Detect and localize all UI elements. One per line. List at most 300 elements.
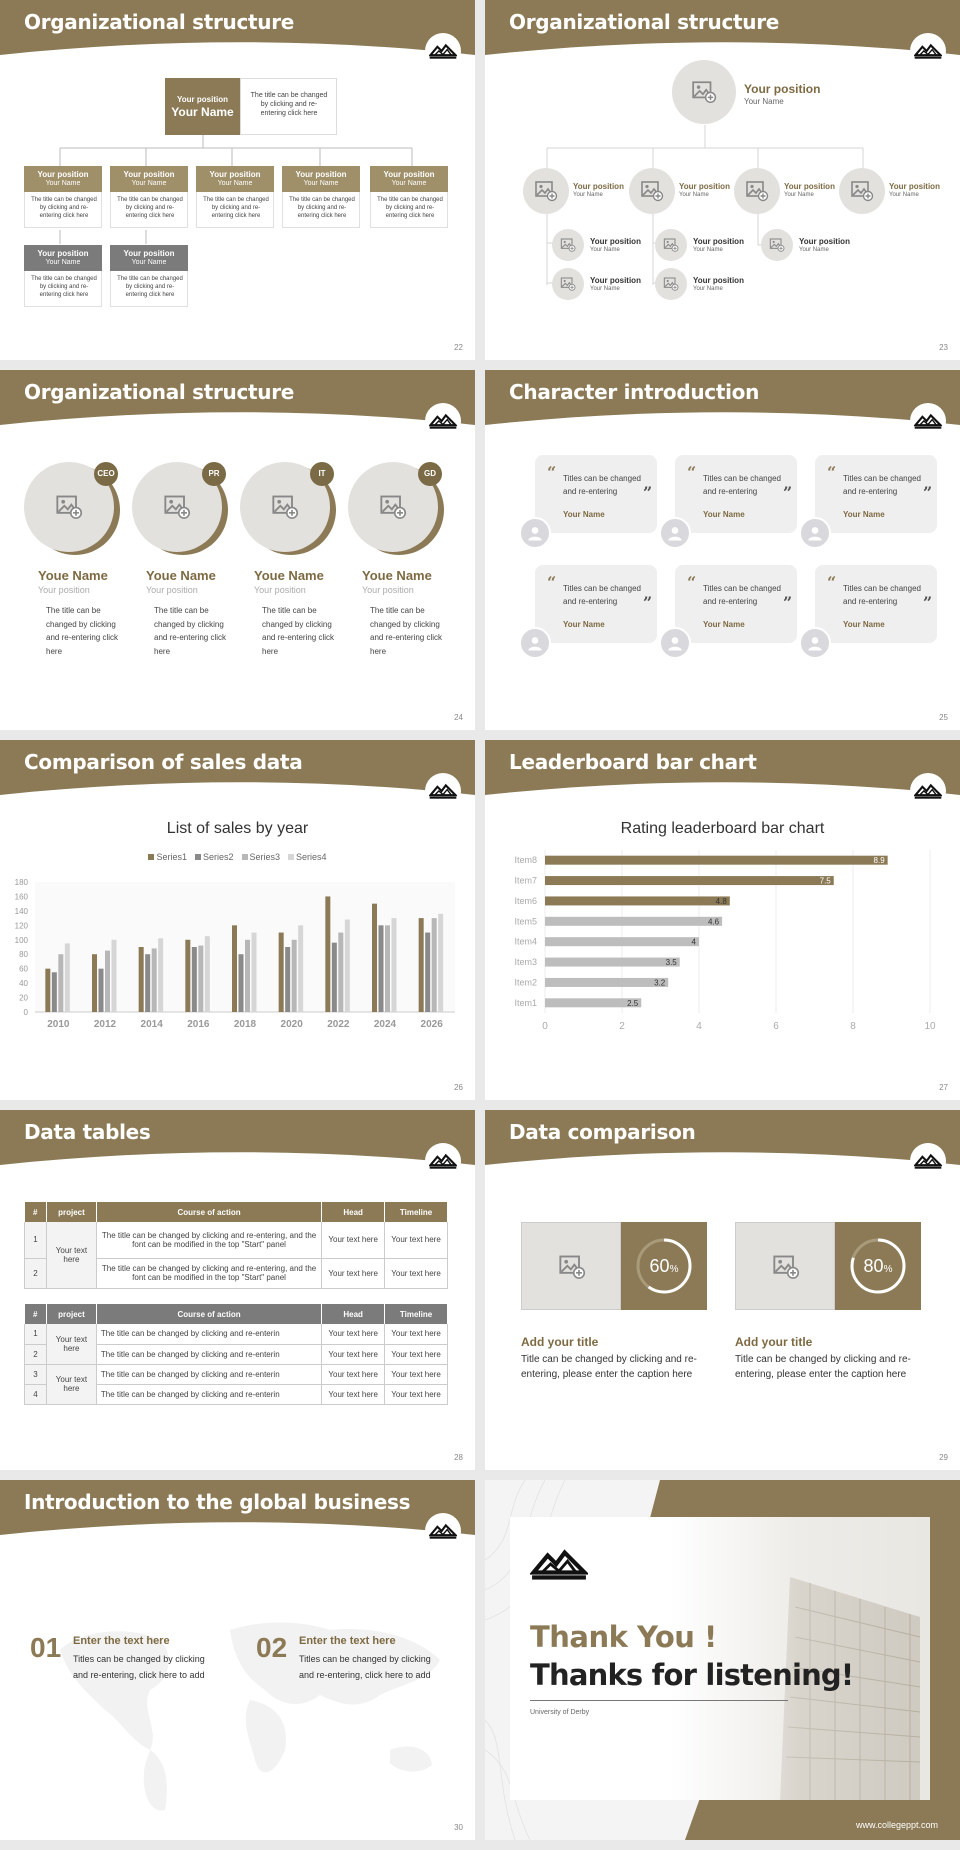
image-placeholder-icon	[534, 179, 558, 203]
org-node[interactable]	[734, 168, 834, 214]
quote-bubble	[675, 565, 797, 643]
category-label: Item6	[514, 895, 537, 906]
org-position: Your position	[693, 276, 744, 285]
bar-series2-2026	[425, 933, 430, 1012]
org-position: Your position	[590, 237, 641, 246]
bar-value-label: 8.9	[873, 856, 885, 866]
table-cell: 1	[25, 1222, 47, 1258]
business-item[interactable]	[256, 1632, 456, 1692]
table-cell: The title can be changed by clicking and re-enterin	[96, 1344, 321, 1364]
org-desc-box	[24, 271, 102, 307]
mountain-logo-icon	[429, 412, 457, 430]
bar-series2-2020	[285, 947, 290, 1012]
bar-item3	[545, 958, 680, 967]
bar-series1-2026	[419, 918, 424, 1012]
slide-title: Character introduction	[509, 380, 760, 404]
bar-series3-2018	[245, 940, 250, 1012]
role-badge-label: PR	[208, 469, 220, 478]
bar-series2-2014	[145, 954, 150, 1012]
org-desc: The title can be changed by clicking and re-entering click here	[31, 276, 97, 298]
character-name: Your Name	[703, 510, 745, 519]
legend-swatch	[195, 854, 201, 860]
table-header: project	[46, 1304, 96, 1324]
quote-bubble	[535, 455, 657, 533]
character-name: Your Name	[703, 620, 745, 629]
bar-series3-2024	[385, 925, 390, 1012]
x-tick-label: 2016	[187, 1019, 210, 1030]
table-cell: The title can be changed by clicking and re-enterin	[96, 1324, 321, 1344]
org-box[interactable]	[282, 166, 360, 228]
mountain-logo-icon	[914, 1152, 942, 1170]
person-desc: The title can be changed by clicking and re-entering click here	[262, 606, 335, 656]
quote-open-icon: “	[547, 573, 557, 592]
table-row	[25, 1324, 448, 1344]
table-row	[25, 1222, 448, 1258]
org-position: Your position	[573, 182, 624, 191]
mountain-logo-icon	[429, 782, 457, 800]
table-cell: The title can be changed by clicking and re-entering, and the font can be modified in the top "Start" panel	[96, 1258, 321, 1288]
quote-close-icon: ”	[643, 593, 653, 612]
page-number: 26	[454, 1083, 463, 1092]
person-card[interactable]	[24, 462, 134, 722]
bar-series1-2018	[232, 925, 237, 1012]
user-avatar-icon	[665, 633, 685, 653]
category-label: Item5	[514, 916, 537, 927]
slide-28	[0, 1110, 475, 1470]
org-name: Your Name	[590, 286, 620, 292]
image-box	[521, 1222, 621, 1310]
table-cell: Your text here	[322, 1384, 385, 1404]
page-number: 24	[454, 713, 463, 722]
legend-item	[148, 852, 187, 862]
org-box-header	[196, 166, 274, 192]
leaderboard-bar-chart	[485, 845, 960, 1065]
person-card[interactable]	[240, 462, 350, 722]
image-placeholder-icon	[271, 493, 299, 521]
person-position: Your position	[362, 585, 414, 595]
item-text: Titles can be changed by clicking and re-entering, click here to add	[73, 1654, 205, 1680]
person-desc: The title can be changed by clicking and re-entering click here	[370, 606, 443, 656]
percent-box	[621, 1222, 707, 1310]
x-tick-label: 2018	[233, 1019, 257, 1030]
table-cell: Your text here	[322, 1364, 385, 1384]
org-desc-box	[370, 192, 448, 228]
legend-swatch	[242, 854, 248, 860]
business-item[interactable]	[30, 1632, 230, 1692]
table-cell: Your text here	[46, 1222, 96, 1288]
bar-item5	[545, 917, 722, 926]
photo-circle	[655, 229, 687, 261]
quote-text: Titles can be changed and re-entering	[843, 584, 921, 606]
org-box[interactable]	[196, 166, 274, 228]
category-label: Item8	[514, 855, 537, 866]
y-tick-label: 40	[19, 979, 28, 989]
image-placeholder-icon	[560, 276, 576, 292]
item-heading: Add your title	[521, 1335, 599, 1349]
quote-close-icon: ”	[643, 483, 653, 502]
table-header: Head	[322, 1304, 385, 1324]
avatar	[799, 627, 831, 659]
item-heading: Enter the text here	[73, 1635, 170, 1647]
table-header: Course of action	[96, 1304, 321, 1324]
bar-value-label: 4.6	[707, 917, 720, 927]
photo-circle	[839, 168, 885, 214]
image-placeholder-icon	[691, 79, 717, 105]
percent-sign: %	[883, 1264, 893, 1275]
org-box-header	[24, 245, 102, 271]
org-name: Your Name	[131, 180, 167, 187]
org-box[interactable]	[24, 245, 102, 307]
image-box	[735, 1222, 835, 1310]
bar-value-label: 7.5	[819, 876, 831, 886]
quote-close-icon: ”	[923, 593, 933, 612]
legend-swatch	[288, 854, 294, 860]
org-node[interactable]	[655, 229, 755, 261]
org-desc: The title can be changed by clicking and re-entering click here	[377, 197, 443, 219]
quote-text: Titles can be changed and re-entering	[563, 584, 641, 606]
category-label: Item1	[514, 997, 537, 1008]
photo-circle	[552, 268, 584, 300]
table-cell: 1	[25, 1324, 47, 1344]
comparison-item[interactable]	[521, 1222, 711, 1402]
org-box-header	[24, 166, 102, 192]
person-desc: The title can be changed by clicking and re-entering click here	[46, 606, 119, 656]
item-text: Title can be changed by clicking and re-entering, please enter the caption here	[735, 1354, 911, 1380]
slide-29	[485, 1110, 960, 1470]
character-card[interactable]	[525, 455, 653, 550]
org-desc: The title can be changed by clicking and re-entering click here	[289, 197, 355, 219]
table-cell: Your text here	[385, 1222, 448, 1258]
quote-open-icon: “	[687, 463, 697, 482]
x-tick-label: 0	[542, 1021, 548, 1032]
character-card[interactable]	[665, 455, 793, 550]
org-position: Your position	[784, 182, 835, 191]
character-name: Your Name	[563, 620, 605, 629]
bar-item6	[545, 896, 730, 905]
org-name: Your Name	[889, 192, 919, 198]
org-top-box[interactable]	[165, 78, 240, 135]
quote-text: Titles can be changed and re-entering	[843, 474, 921, 496]
table-cell: Your text here	[385, 1258, 448, 1288]
image-placeholder-icon	[560, 237, 576, 253]
table-cell: Your text here	[322, 1258, 385, 1288]
slide-title: Leaderboard bar chart	[509, 750, 757, 774]
mountain-logo-icon	[914, 782, 942, 800]
slide-title: Organizational structure	[509, 10, 780, 34]
user-avatar-icon	[525, 633, 545, 653]
y-tick-label: 180	[14, 878, 28, 887]
org-box-header	[110, 166, 188, 192]
bar-series4-2020	[298, 925, 303, 1012]
character-card[interactable]	[805, 565, 933, 660]
person-name: Youe Name	[146, 568, 216, 583]
photo-circle	[672, 60, 736, 124]
table-cell: Your text here	[385, 1384, 448, 1404]
org-box-header	[370, 166, 448, 192]
x-tick-label: 2022	[327, 1019, 350, 1030]
quote-text: Titles can be changed and re-entering	[703, 584, 781, 606]
role-badge	[94, 462, 118, 486]
legend-item	[288, 852, 327, 862]
role-badge	[202, 462, 226, 486]
page-number: 23	[939, 343, 948, 352]
chart-legend	[0, 852, 475, 862]
bar-series1-2016	[185, 940, 190, 1012]
quote-close-icon: ”	[783, 483, 793, 502]
mountain-logo-icon	[429, 1522, 457, 1540]
org-node[interactable]	[552, 268, 652, 300]
org-desc-box	[196, 192, 274, 228]
page-number: 29	[939, 1453, 948, 1462]
category-label: Item2	[514, 977, 537, 988]
user-avatar-icon	[665, 523, 685, 543]
data-table-1	[24, 1202, 448, 1289]
org-position: Your position	[889, 182, 940, 191]
bar-item8	[545, 856, 888, 865]
org-name: Your Name	[784, 192, 814, 198]
page-number: 30	[454, 1823, 463, 1832]
org-name: Your Name	[171, 105, 234, 119]
bar-series4-2018	[252, 933, 257, 1012]
bar-series2-2016	[192, 947, 197, 1012]
org-name: Your Name	[693, 286, 723, 292]
item-number: 01	[30, 1632, 62, 1663]
table-cell: The title can be changed by clicking and re-entering, and the font can be modified in the top "Start" panel	[96, 1222, 321, 1258]
org-name: Your Name	[679, 192, 709, 198]
x-tick-label: 2014	[140, 1019, 163, 1030]
category-label: Item3	[514, 957, 537, 968]
bar-series3-2020	[292, 940, 297, 1012]
logo	[910, 1143, 946, 1179]
org-top-node[interactable]	[672, 60, 872, 124]
org-desc: The title can be changed by clicking and re-entering click here	[31, 197, 97, 219]
slide-27	[485, 740, 960, 1100]
bar-series2-2024	[379, 925, 384, 1012]
x-tick-label: 2020	[280, 1019, 303, 1030]
y-tick-label: 60	[19, 964, 28, 974]
org-desc-box	[24, 192, 102, 228]
avatar	[799, 517, 831, 549]
person-name: Youe Name	[38, 568, 108, 583]
character-name: Your Name	[563, 510, 605, 519]
photo-circle	[552, 229, 584, 261]
thanks-listening-line: Thanks for listening!	[530, 1658, 854, 1692]
table-cell: 2	[25, 1344, 47, 1364]
org-node[interactable]	[629, 168, 729, 214]
legend-label: Series4	[296, 852, 327, 862]
role-badge-label: GD	[424, 469, 436, 478]
bar-series1-2020	[279, 933, 284, 1012]
character-card[interactable]	[525, 565, 653, 660]
bar-series2-2012	[99, 969, 104, 1012]
org-node[interactable]	[655, 268, 755, 300]
percent-value: 80	[863, 1256, 884, 1276]
page-number: 25	[939, 713, 948, 722]
comparison-item[interactable]	[735, 1222, 925, 1402]
legend-swatch	[148, 854, 154, 860]
table-cell: 3	[25, 1364, 47, 1384]
image-placeholder-icon	[163, 493, 191, 521]
character-card[interactable]	[665, 565, 793, 660]
table-header-row	[25, 1202, 448, 1222]
org-box[interactable]	[370, 166, 448, 228]
bar-series4-2026	[438, 914, 443, 1012]
table-cell: The title can be changed by clicking and re-enterin	[96, 1384, 321, 1404]
table-cell: 4	[25, 1384, 47, 1404]
role-badge-label: IT	[318, 469, 326, 478]
org-name: Your Name	[45, 259, 81, 266]
sales-bar-chart	[0, 865, 475, 1065]
org-node[interactable]	[761, 229, 861, 261]
mountain-logo-icon	[914, 42, 942, 60]
org-position: Your position	[693, 237, 744, 246]
slide-30	[0, 1480, 475, 1840]
photo-circle	[761, 229, 793, 261]
org-box-header	[282, 166, 360, 192]
website-link[interactable]: www.collegeppt.com	[855, 1820, 938, 1830]
slide-title: Comparison of sales data	[24, 750, 303, 774]
slide-title: Organizational structure	[24, 10, 295, 34]
bar-value-label: 3.5	[665, 958, 677, 968]
percent-label	[835, 1256, 921, 1277]
org-name: Your Name	[45, 180, 81, 187]
slide-23	[485, 0, 960, 360]
item-text: Titles can be changed by clicking and re-entering, click here to add	[299, 1654, 431, 1680]
org-box[interactable]	[110, 166, 188, 228]
character-name: Your Name	[843, 620, 885, 629]
table-cell: Your text here	[385, 1324, 448, 1344]
category-label: Item4	[514, 936, 537, 947]
role-badge	[310, 462, 334, 486]
org-name: Your Name	[693, 247, 723, 253]
bar-item4	[545, 937, 699, 946]
percent-value: 60	[649, 1256, 670, 1276]
avatar	[659, 627, 691, 659]
bar-series3-2014	[152, 948, 157, 1012]
org-box[interactable]	[24, 166, 102, 228]
org-position: Your position	[37, 249, 89, 258]
x-tick-label: 4	[696, 1021, 702, 1032]
logo	[425, 1143, 461, 1179]
org-box[interactable]	[110, 245, 188, 307]
page-number: 22	[454, 343, 463, 352]
character-name: Your Name	[843, 510, 885, 519]
person-name: Youe Name	[254, 568, 324, 583]
x-tick-label: 2	[619, 1021, 625, 1032]
person-desc: The title can be changed by clicking and re-entering click here	[154, 606, 227, 656]
y-tick-label: 120	[14, 921, 28, 931]
person-card[interactable]	[132, 462, 242, 722]
y-tick-label: 20	[19, 993, 28, 1003]
user-avatar-icon	[805, 523, 825, 543]
org-desc: The title can be changed by clicking and re-entering click here	[203, 197, 269, 219]
image-placeholder-icon	[663, 237, 679, 253]
x-tick-label: 2026	[420, 1019, 443, 1030]
table-cell: Your text here	[46, 1364, 96, 1404]
slide-22	[0, 0, 475, 360]
org-node[interactable]	[523, 168, 623, 214]
mountain-logo-icon	[429, 42, 457, 60]
table-cell: Your text here	[385, 1344, 448, 1364]
slide-title: Data tables	[24, 1120, 151, 1144]
org-position: Your position	[177, 95, 228, 104]
logo	[425, 403, 461, 439]
quote-text: Titles can be changed and re-entering	[563, 474, 641, 496]
image-placeholder-icon	[558, 1253, 586, 1281]
image-placeholder-icon	[745, 179, 769, 203]
character-card[interactable]	[805, 455, 933, 550]
table-header: project	[46, 1202, 96, 1222]
logo	[910, 403, 946, 439]
bar-series1-2022	[325, 896, 330, 1012]
x-tick-label: 2024	[373, 1019, 397, 1030]
org-desc: The title can be changed by clicking and re-entering click here	[250, 92, 328, 117]
table-cell: 2	[25, 1258, 47, 1288]
org-node[interactable]	[839, 168, 939, 214]
table-header: Timeline	[385, 1202, 448, 1222]
org-position: Your position	[209, 170, 261, 179]
org-position: Your position	[590, 276, 641, 285]
org-position: Your position	[383, 170, 435, 179]
y-tick-label: 0	[23, 1008, 28, 1017]
item-text: Title can be changed by clicking and re-entering, please enter the caption here	[521, 1354, 697, 1380]
avatar	[659, 517, 691, 549]
item-number: 02	[256, 1632, 288, 1663]
bar-series4-2010	[65, 943, 70, 1012]
avatar	[519, 627, 551, 659]
org-position: Your position	[679, 182, 730, 191]
org-name: Your Name	[303, 180, 339, 187]
y-tick-label: 160	[14, 892, 28, 902]
org-node[interactable]	[552, 229, 652, 261]
bar-series3-2022	[338, 933, 343, 1012]
logo	[910, 33, 946, 69]
slide-title: Introduction to the global business	[24, 1490, 411, 1514]
org-name: Your Name	[391, 180, 427, 187]
image-placeholder-icon	[663, 276, 679, 292]
chart-title: Rating leaderboard bar chart	[620, 820, 825, 837]
table-cell: Your text here	[385, 1364, 448, 1384]
legend-label: Series3	[249, 852, 281, 862]
legend-label: Series2	[202, 852, 234, 862]
table-header: Timeline	[385, 1304, 448, 1324]
org-position: Your position	[123, 249, 175, 258]
org-desc-box	[110, 271, 188, 307]
mountain-logo-icon	[429, 1152, 457, 1170]
university-name: University of Derby	[530, 1709, 590, 1716]
percent-label	[621, 1256, 707, 1277]
person-position: Your position	[38, 585, 90, 595]
table-header: #	[25, 1304, 47, 1324]
x-tick-label: 8	[850, 1021, 856, 1032]
image-placeholder-icon	[379, 493, 407, 521]
mountain-logo-icon	[914, 412, 942, 430]
slide-title: Data comparison	[509, 1120, 696, 1144]
org-name: Your Name	[799, 247, 829, 253]
person-card[interactable]	[348, 462, 458, 722]
org-desc-box	[282, 192, 360, 228]
bar-series4-2016	[205, 936, 210, 1012]
table-header: #	[25, 1202, 47, 1222]
table-row	[25, 1364, 448, 1384]
bar-series3-2012	[105, 951, 110, 1012]
table-cell: Your text here	[46, 1324, 96, 1364]
item-heading: Add your title	[735, 1335, 813, 1349]
logo	[425, 773, 461, 809]
bar-value-label: 4	[691, 937, 696, 947]
thank-you-line: Thank You !	[530, 1620, 717, 1654]
org-name: Your Name	[590, 247, 620, 253]
